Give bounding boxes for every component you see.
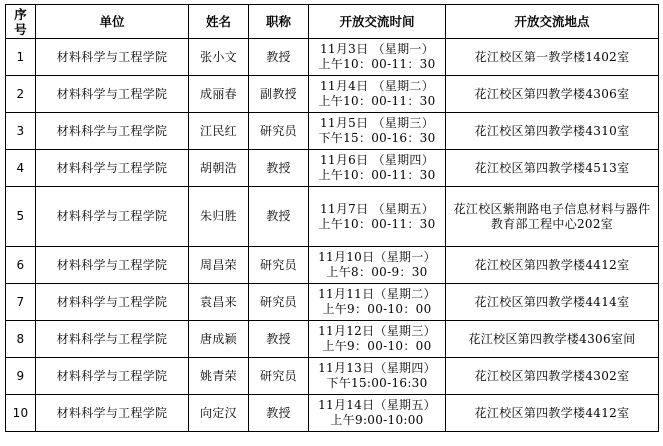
cell-name: 唐成颖 <box>189 321 249 358</box>
cell-time: 11月12日（星期三） 上午9：00-10：00 <box>309 321 446 358</box>
cell-place: 花江校区紫荆路电子信息材料与器件教育部工程中心202室 <box>446 187 659 247</box>
cell-seq: 1 <box>6 39 36 76</box>
cell-name: 成丽春 <box>189 76 249 113</box>
header-seq: 序 号 <box>6 5 36 39</box>
cell-name: 周昌荣 <box>189 247 249 284</box>
table-row <box>6 113 659 150</box>
cell-unit: 材料科学与工程学院 <box>36 358 189 395</box>
cell-place: 花江校区第四教学楼4310室 <box>446 113 659 150</box>
table-row <box>6 395 659 432</box>
cell-seq: 9 <box>6 358 36 395</box>
table-row <box>6 150 659 187</box>
cell-title: 副教授 <box>249 76 309 113</box>
table-row <box>6 284 659 321</box>
table-row <box>6 358 659 395</box>
cell-seq: 7 <box>6 284 36 321</box>
cell-title: 教授 <box>249 321 309 358</box>
table-row <box>6 39 659 76</box>
table-body <box>6 39 659 432</box>
cell-place: 花江校区第四教学楼4513室 <box>446 150 659 187</box>
header-row <box>6 5 659 39</box>
table-row <box>6 187 659 247</box>
schedule-table <box>5 4 659 432</box>
header-time: 开放交流时间 <box>309 5 446 39</box>
cell-seq: 10 <box>6 395 36 432</box>
cell-unit: 材料科学与工程学院 <box>36 39 189 76</box>
cell-name: 向定汉 <box>189 395 249 432</box>
cell-name: 张小文 <box>189 39 249 76</box>
cell-time: 11月5日 （星期三） 下午15：00-16：30 <box>309 113 446 150</box>
cell-title: 研究员 <box>249 113 309 150</box>
cell-place: 花江校区第四教学楼4306室 <box>446 76 659 113</box>
cell-title: 教授 <box>249 39 309 76</box>
cell-time: 11月7日 （星期五） 上午10：00-11：30 <box>309 187 446 247</box>
cell-place: 花江校区第一教学楼1402室 <box>446 39 659 76</box>
cell-time: 11月13日（星期四） 下午15:00-16:30 <box>309 358 446 395</box>
cell-unit: 材料科学与工程学院 <box>36 150 189 187</box>
cell-seq: 8 <box>6 321 36 358</box>
cell-time: 11月11日（星期二） 上午9：00-10：00 <box>309 284 446 321</box>
cell-place: 花江校区第四教学楼4414室 <box>446 284 659 321</box>
cell-time: 11月10日（星期一） 上午8：00-9：30 <box>309 247 446 284</box>
cell-title: 教授 <box>249 395 309 432</box>
header-name: 姓名 <box>189 5 249 39</box>
cell-unit: 材料科学与工程学院 <box>36 395 189 432</box>
cell-seq: 5 <box>6 187 36 247</box>
cell-unit: 材料科学与工程学院 <box>36 76 189 113</box>
cell-place: 花江校区第四教学楼4306室间 <box>446 321 659 358</box>
cell-title: 研究员 <box>249 358 309 395</box>
cell-title: 研究员 <box>249 247 309 284</box>
table-row <box>6 247 659 284</box>
cell-place: 花江校区第四教学楼4412室 <box>446 247 659 284</box>
cell-seq: 2 <box>6 76 36 113</box>
cell-name: 胡朝浩 <box>189 150 249 187</box>
header-unit: 单位 <box>36 5 189 39</box>
cell-place: 花江校区第四教学楼4302室 <box>446 358 659 395</box>
cell-seq: 3 <box>6 113 36 150</box>
cell-seq: 4 <box>6 150 36 187</box>
cell-seq: 6 <box>6 247 36 284</box>
cell-place: 花江校区第四教学楼4412室 <box>446 395 659 432</box>
cell-title: 教授 <box>249 187 309 247</box>
cell-unit: 材料科学与工程学院 <box>36 187 189 247</box>
cell-name: 姚青荣 <box>189 358 249 395</box>
cell-time: 11月6日 （星期四） 上午10：00-11：30 <box>309 150 446 187</box>
cell-title: 教授 <box>249 150 309 187</box>
cell-name: 江民红 <box>189 113 249 150</box>
table-row <box>6 76 659 113</box>
header-place: 开放交流地点 <box>446 5 659 39</box>
cell-unit: 材料科学与工程学院 <box>36 284 189 321</box>
cell-name: 朱归胜 <box>189 187 249 247</box>
cell-unit: 材料科学与工程学院 <box>36 321 189 358</box>
header-title: 职称 <box>249 5 309 39</box>
cell-time: 11月14日（星期五） 上午9:00-10:00 <box>309 395 446 432</box>
cell-time: 11月3日 （星期一） 上午10：00-11：30 <box>309 39 446 76</box>
cell-time: 11月4日 （星期二） 上午10：00-11：30 <box>309 76 446 113</box>
table-row <box>6 321 659 358</box>
cell-name: 袁昌来 <box>189 284 249 321</box>
cell-title: 研究员 <box>249 284 309 321</box>
cell-unit: 材料科学与工程学院 <box>36 247 189 284</box>
cell-unit: 材料科学与工程学院 <box>36 113 189 150</box>
